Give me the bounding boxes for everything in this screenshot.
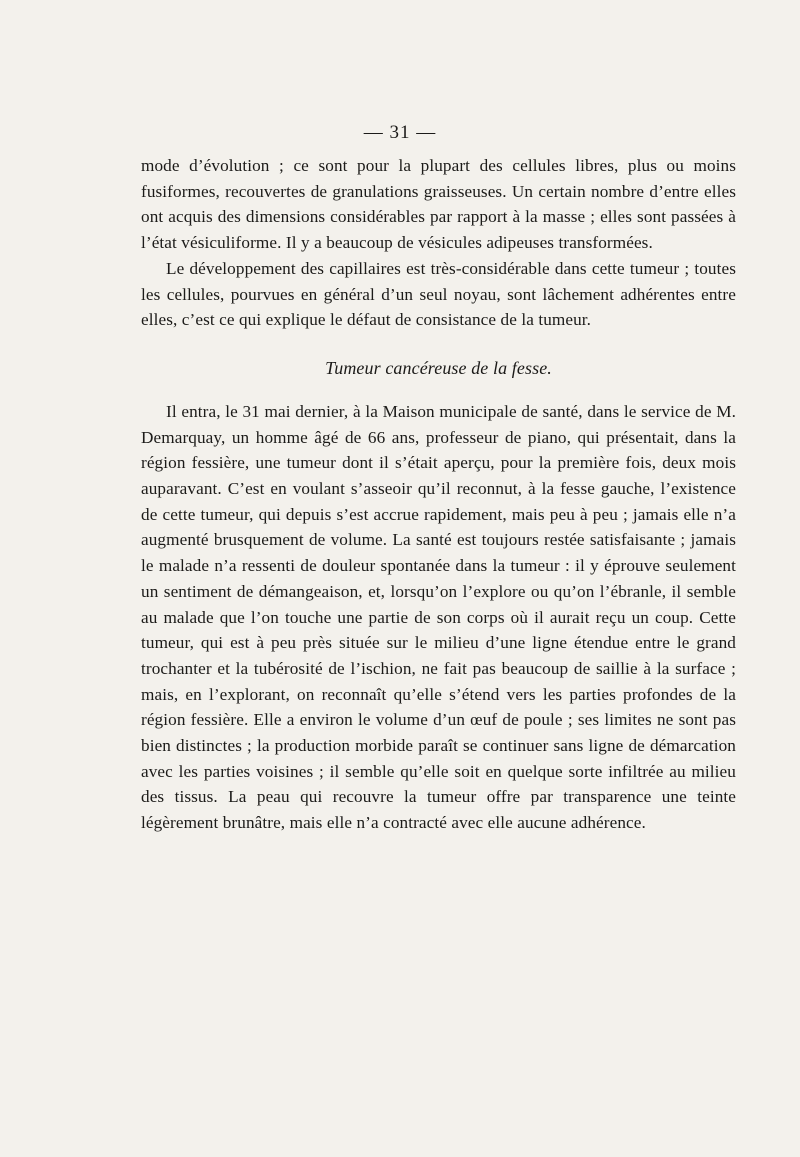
paragraph-case-report: Il entra, le 31 mai dernier, à la Maison municipale de santé, dans le service de M. Demarquay, un homme âgé de 66 ans, professeur de piano, qui présentait, dans la région fessière, une tumeur dont il s’était aperçu, pour la première fois, deux mois auparavant. C’est en voulant s’asseoir qu’il reconnut, à la fesse gauche, l’existence de cette tumeur, qui depuis s’est accrue rapidement, mais peu à peu ; jamais elle n’a augmenté brusquement de volume. La santé est toujours restée satisfaisante ; jamais le malade n’a ressenti de douleur spontanée dans la tumeur : il y éprouve seulement un sentiment de démangeaison, et, lorsqu’on l’explore ou qu’on l’ébranle, il semble au malade que l’on touche une partie de son corps où il aurait reçu un coup. Cette tumeur, qui est à peu près située sur le milieu d’une ligne étendue entre le grand trochanter et la tubérosité de l’ischion, ne fait pas beaucoup de saillie à la surface ; mais, en l’explorant, on reconnaît qu’elle s’étend vers les parties profondes de la région fessière. Elle a environ le volume d’un œuf de poule ; ses limites ne sont pas bien distinctes ; la production morbide paraît se continuer sans ligne de démarcation avec les parties voisines ; il semble qu’elle soit en quelque sorte infiltrée au milieu des tissus. La peau qui recouvre la tumeur offre par transparence une teinte légèrement brunâtre, mais elle n’a contracté avec elle aucune adhérence. [141, 401, 736, 833]
paragraph-continuation: mode d’évolution ; ce sont pour la plupart des cellules libres, plus ou moins fusiformes, recouvertes de granulations graisseuses. Un certain nombre d’entre elles ont acquis des dimensions considérables par rapport à la masse ; elles sont passées à l’état vésiculiforme. Il y a beaucoup de vésicules adipeuses transformées. [141, 156, 736, 253]
paragraph-capillaries: Le développement des capillaires est très-considérable dans cette tumeur ; toutes les cellules, pourvues en général d’un seul noyau, sont lâchement adhérentes entre elles, c’est ce qui explique le défaut de consistance de la tumeur. [141, 258, 736, 330]
page-number: — 31 — [363, 122, 437, 143]
section-title: Tumeur cancéreuse de la fesse. [325, 357, 552, 378]
body-text [141, 153, 736, 836]
